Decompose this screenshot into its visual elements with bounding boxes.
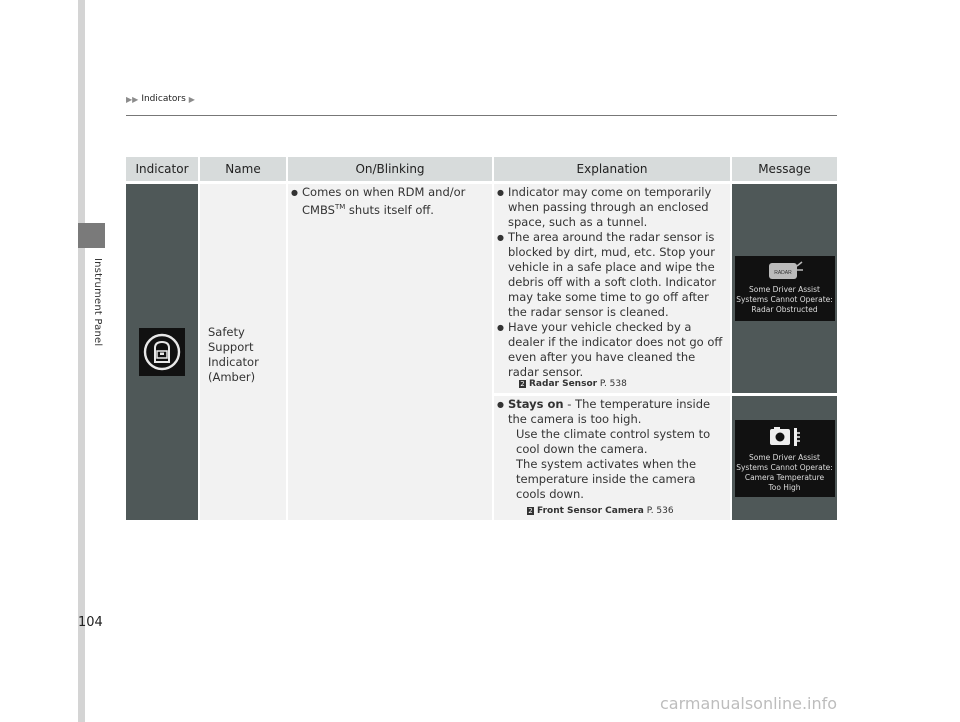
svg-text:RADAR: RADAR (773, 270, 792, 276)
breadcrumb-label[interactable]: Indicators (141, 94, 186, 104)
name-line: Safety Support (208, 325, 254, 354)
message-line: Camera Temperature (744, 472, 825, 482)
page-number: 104 (78, 615, 103, 630)
radar-sensor-icon (767, 260, 803, 282)
message-display (735, 256, 835, 321)
explanation-bullet: ● The area around the radar sensor is blocked by dirt, mud, etc. Stop your vehicle in a safe place and wipe the debris off with a soft cloth. Indicator may take some time to go off after the radar sensor is cleaned. (495, 230, 729, 320)
message-line: Systems Cannot Operate: (736, 462, 833, 472)
header-explanation: Explanation (494, 157, 732, 181)
page-reference[interactable]: 2 Front Sensor Camera P. 536 (528, 506, 674, 516)
explanation-line: The system activates when the temperature inside the camera cools down. (516, 457, 697, 501)
explanation-cell (494, 181, 732, 393)
name-cell (200, 181, 288, 520)
message-line: Radar Obstructed (751, 305, 818, 314)
message-line: Too High (768, 482, 801, 492)
on-blinking-text: ● Comes on when RDM and/or CMBS™ shuts itself off. (289, 185, 491, 218)
page-reference[interactable]: 2 Radar Sensor P. 538 (520, 379, 627, 389)
message-display (735, 420, 835, 497)
message-cell (732, 393, 837, 520)
header-indicator: Indicator (126, 157, 200, 181)
header-message: Message (732, 157, 837, 181)
reference-icon: 2 (520, 380, 525, 388)
section-tab-marker (78, 223, 105, 248)
table-row (126, 181, 837, 393)
explanation-bullet: ● Indicator may come on temporarily when passing through an enclosed space, such as a tunnel. (495, 185, 729, 230)
message-cell (732, 181, 837, 393)
safety-support-indicator-icon (139, 328, 185, 376)
header-rule (126, 115, 837, 116)
explanation-line: Use the climate control system to cool down the camera. (516, 427, 711, 456)
side-bar (78, 0, 85, 722)
message-line: Some Driver Assist (749, 285, 820, 294)
header-on-blinking: On/Blinking (288, 157, 494, 181)
table-header-row (126, 157, 837, 181)
indicator-cell (126, 181, 200, 520)
section-label: Instrument Panel (92, 258, 103, 347)
name-line: Indicator (208, 355, 259, 369)
breadcrumb (126, 94, 195, 104)
indicator-table (126, 157, 837, 520)
reference-icon: 2 (528, 507, 533, 515)
breadcrumb-arrow-icon: ▶▶ (126, 94, 139, 104)
camera-icon (765, 424, 805, 450)
explanation-bullet: ● Have your vehicle checked by a dealer if the indicator does not go off even after you have cleaned the radar sensor. (495, 320, 729, 380)
header-name: Name (200, 157, 288, 181)
watermark: carmanualsonline.info (660, 694, 838, 713)
explanation-cell (494, 393, 732, 520)
explanation-bullet: ● Stays on - The temperature inside the camera is too high. (495, 397, 729, 427)
message-line: Systems Cannot Operate: (736, 295, 833, 304)
breadcrumb-arrow-icon: ▶ (188, 94, 195, 104)
message-line: Some Driver Assist (749, 452, 820, 462)
on-blinking-cell (288, 181, 494, 520)
name-line: (Amber) (208, 370, 256, 384)
